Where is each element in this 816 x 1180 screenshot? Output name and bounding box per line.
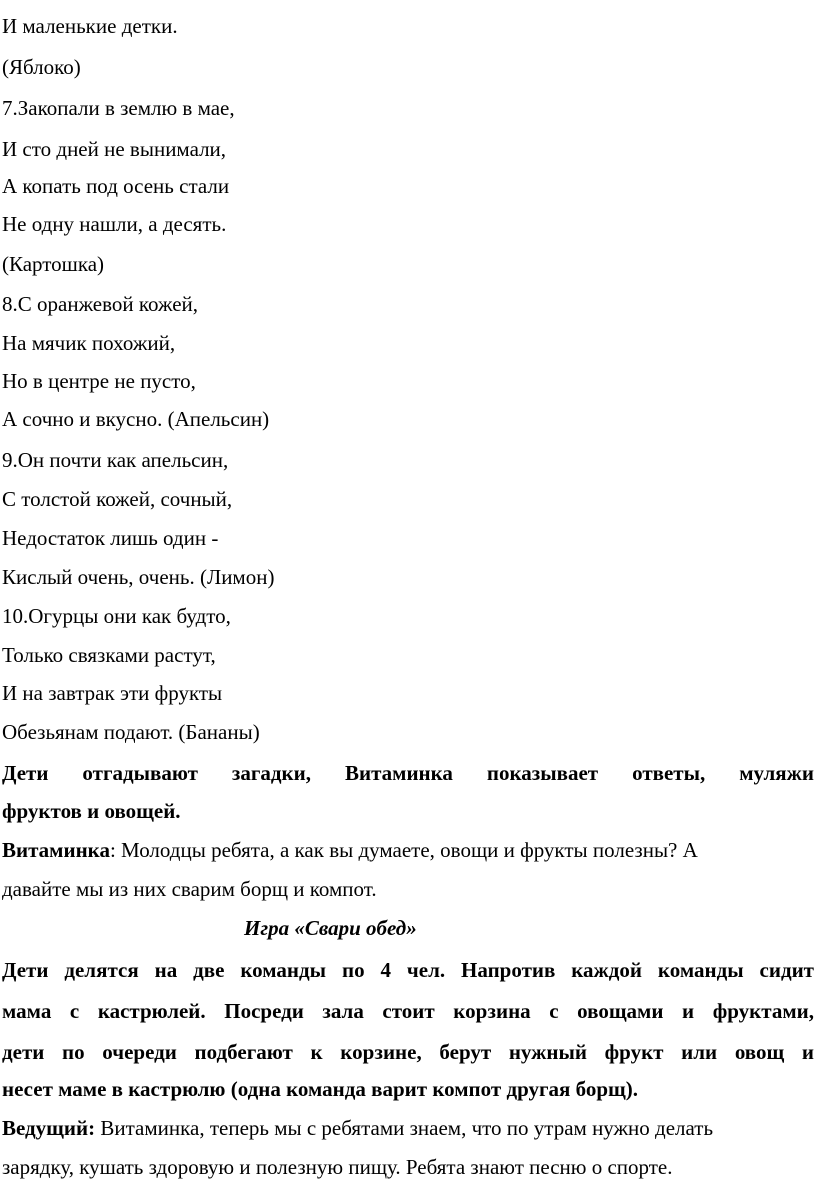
poem-line: 9.Он почти как апельсин, — [2, 448, 229, 472]
vitaminka-line — [2, 838, 814, 862]
speech-text: Витаминка, теперь мы с ребятами знаем, что по утрам нужно делать — [95, 1116, 714, 1140]
instruction-line: фруктов и овощей. — [2, 799, 181, 823]
poem-line: 8.С оранжевой кожей, — [2, 292, 199, 316]
host-line: зарядку, кушать здоровую и полезную пищу. Ребята знают песню о спорте. — [2, 1155, 673, 1179]
poem-line: Обезьянам подают. (Бананы) — [2, 720, 260, 744]
poem-line: (Картошка) — [2, 252, 105, 276]
poem-line: А сочно и вкусно. (Апельсин) — [2, 407, 270, 431]
instruction-line: Дети отгадывают загадки, Витаминка показывает ответы, муляжи — [2, 761, 814, 785]
poem-line: Но в центре не пусто, — [2, 369, 196, 393]
poem-line: Недостаток лишь один - — [2, 526, 219, 550]
poem-line: А копать под осень стали — [2, 174, 230, 198]
poem-line: И маленькие детки. — [2, 14, 178, 38]
poem-line: 7.Закопали в землю в мае, — [2, 96, 235, 120]
poem-line: Только связками растут, — [2, 643, 216, 667]
instruction-line: дети по очереди подбегают к корзине, берут нужный фрукт или овощ и — [2, 1040, 814, 1064]
poem-line: Не одну нашли, а десять. — [2, 212, 227, 236]
poem-line: И на завтрак эти фрукты — [2, 681, 223, 705]
poem-line: (Яблоко) — [2, 55, 81, 79]
poem-line: На мячик похожий, — [2, 331, 176, 355]
instruction-line: мама с кастрюлей. Посреди зала стоит корзина с овощами и фруктами, — [2, 999, 814, 1023]
speaker-name: Витаминка — [2, 838, 110, 862]
instruction-line: Дети делятся на две команды по 4 чел. Напротив каждой команды сидит — [2, 958, 814, 982]
host-line — [2, 1116, 814, 1140]
poem-line: С толстой кожей, сочный, — [2, 487, 233, 511]
instruction-line: несет маме в кастрюлю (одна команда варит компот другая борщ). — [2, 1077, 638, 1101]
speaker-name: Ведущий: — [2, 1116, 96, 1140]
speech-text: : Молодцы ребята, а как вы думаете, овощи и фрукты полезны? А — [109, 838, 698, 862]
game-title: Игра «Свари обед» — [244, 916, 417, 940]
poem-line: 10.Огурцы они как будто, — [2, 604, 231, 628]
vitaminka-line: давайте мы из них сварим борщ и компот. — [2, 877, 377, 901]
poem-line: И сто дней не вынимали, — [2, 137, 227, 161]
poem-line: Кислый очень, очень. (Лимон) — [2, 565, 275, 589]
